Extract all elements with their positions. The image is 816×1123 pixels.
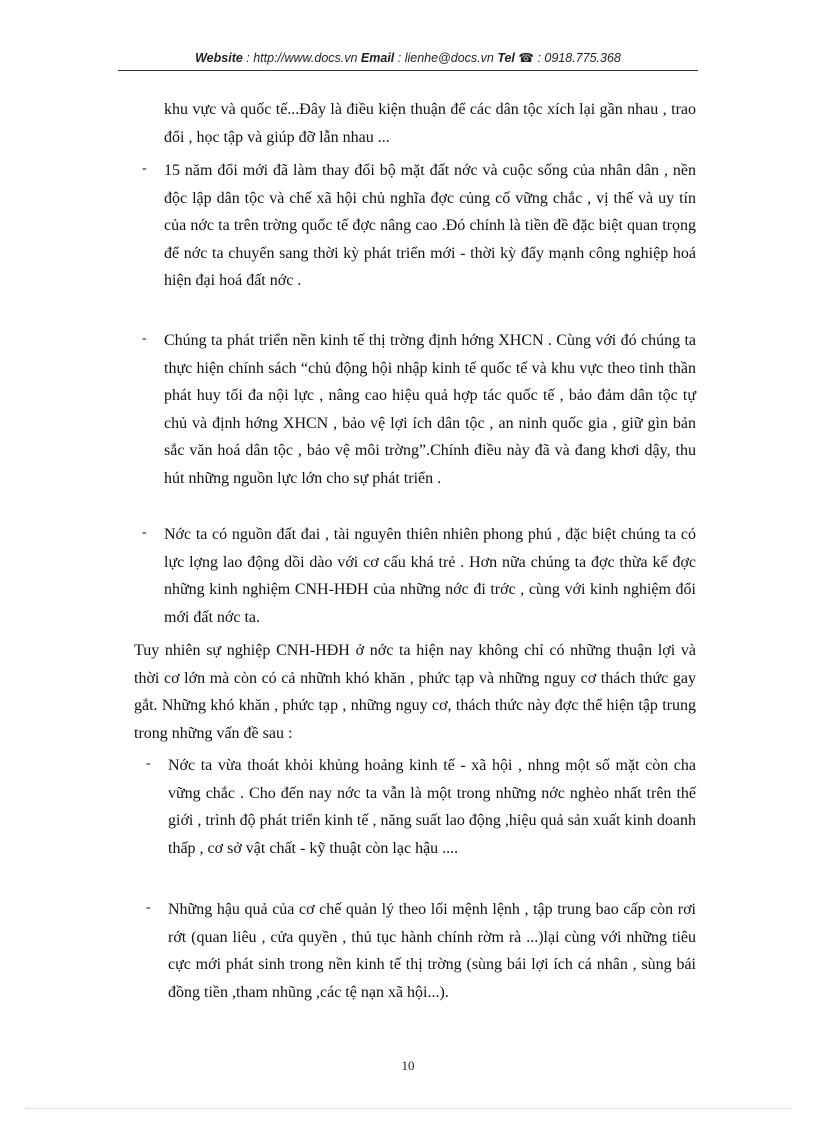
paragraph-intro: khu vực và quốc tế...Đây là điều kiện thuận để các dân tộc xích lại gần nhau , trao đổi , học tập và giúp đỡ lẫn nhau ... bbox=[164, 101, 696, 146]
paragraph-challenges: Tuy nhiên sự nghiệp CNH-HĐH ở nớc ta hiện nay không chỉ có những thuận lợi và thời cơ lớn mà còn có cả nhữnh khó khăn , phức tạp và những nguy cơ thách thức gay gắt. Những khó khăn , phức tạp , những nguy cơ, thách thức này đợc thể hiện tập trung trong những vấn đề sau : bbox=[134, 642, 696, 742]
email-label: Email bbox=[360, 51, 395, 65]
website-label: Website bbox=[195, 51, 243, 65]
website-url: : http://www.docs.vn bbox=[242, 51, 361, 65]
bullet-item-4: Nớc ta vừa thoát khỏi khủng hoảng kinh tế - xã hội , nhng một số mặt còn cha vững chắc . Cho đến nay nớc ta vẫn là một trong những nớc nghèo nhất trên thế giới , trình độ phát triển kinh tế , năng suất lao động ,hiệu quả sản xuất kinh doanh thấp , cơ sở vật chất - kỹ thuật còn lạc hậu .... bbox=[168, 757, 696, 857]
header-rule bbox=[118, 70, 698, 71]
page-header bbox=[0, 50, 816, 65]
bullet-item-2: Chúng ta phát triển nền kinh tế thị trờng định hớng XHCN . Cùng với đó chúng ta thực hiện chính sách “chủ động hội nhập kinh tế quốc tế và khu vực theo tinh thần phát huy tối đa nội lực , nâng cao hiệu quả hợp tác quốc tế , bảo đảm dân tộc tự chủ và định hớng XHCN , bảo vệ lợi ích dân tộc , an ninh quốc gia , giữ gìn bản sắc văn hoá dân tộc , bảo vệ môi trờng”.Chính điều này đã và đang khơi dậy, thu hút những nguồn lực lớn cho sự phát triển . bbox=[164, 332, 696, 487]
page-number: 10 bbox=[401, 1058, 415, 1073]
bullet-marker: - bbox=[142, 331, 147, 346]
phone-icon: ☎ bbox=[518, 51, 534, 65]
bullet-marker: - bbox=[142, 525, 147, 540]
email-address: : lienhe@docs.vn bbox=[394, 51, 498, 65]
bullet-item-3: Nớc ta có nguồn đất đai , tài nguyên thiên nhiên phong phú , đặc biệt chúng ta có lực lợng lao động dồi dào với cơ cấu khá trẻ . Hơn nữa chúng ta đợc thừa kế đợc những kinh nghiệm CNH-HĐH của những nớc đi trớc , cùng với kinh nghiệm đổi mới đất nớc ta. bbox=[164, 526, 696, 626]
tel-label: Tel bbox=[497, 51, 515, 65]
page-bottom-border bbox=[25, 1108, 791, 1109]
tel-number: : 0918.775.368 bbox=[533, 51, 621, 65]
bullet-item-5: Những hậu quả của cơ chế quản lý theo lối mệnh lệnh , tập trung bao cấp còn rơi rớt (quan liêu , cửa quyền , thủ tục hành chính rờm rà ...)lại cùng với những tiêu cực mới phát sinh trong nền kinh tế thị trờng (sùng bái lợi ích cá nhân , sùng bái đồng tiền ,tham nhũng ,các tệ nạn xã hội...). bbox=[168, 901, 696, 1001]
bullet-marker: - bbox=[146, 756, 151, 771]
bullet-item-1: 15 năm đổi mới đã làm thay đổi bộ mặt đất nớc và cuộc sống của nhân dân , nền độc lập dân tộc và chế xã hội chủ nghĩa đợc củng cố vững chắc , vị thế và uy tín của nớc ta trên trờng quốc tế đợc nâng cao .Đó chính là tiền đề đặc biệt quan trọng để nớc ta chuyển sang thời kỳ phát triển mới - thời kỳ đẩy mạnh công nghiệp hoá hiện đại hoá đất nớc . bbox=[164, 162, 696, 289]
bullet-marker: - bbox=[142, 161, 147, 176]
bullet-marker: - bbox=[146, 900, 151, 915]
